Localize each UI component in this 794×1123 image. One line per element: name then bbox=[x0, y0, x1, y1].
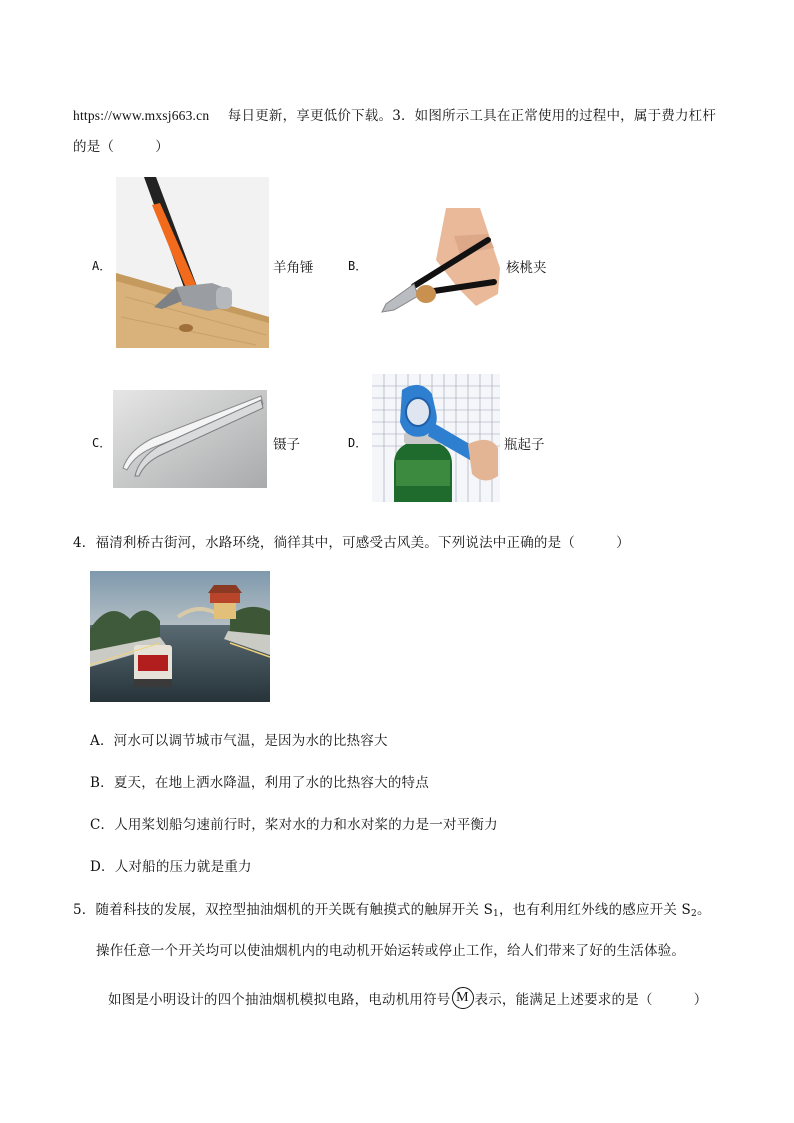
nutcracker-image bbox=[376, 208, 504, 320]
q3-option-b-letter: B． bbox=[348, 259, 368, 273]
q5-line1-part-a: 5．随着科技的发展，双控型抽油烟机的开关既有触摸式的触屏开关 S bbox=[73, 902, 494, 918]
q4-option-a: A．河水可以调节城市气温，是因为水的比热容大 bbox=[90, 733, 388, 749]
q3-option-b-text: 核桃夹 bbox=[506, 260, 547, 276]
q5-line3-part-a: 如图是小明设计的四个抽油烟机模拟电路，电动机用符号 bbox=[108, 992, 451, 1008]
claw-hammer-image bbox=[116, 177, 269, 348]
q5-line3-part-b: 表示，能满足上述要求的是（ ） bbox=[474, 992, 708, 1008]
q3-option-c-letter: C． bbox=[92, 436, 112, 450]
canal-photo-image bbox=[90, 571, 270, 702]
bottle-opener-image bbox=[372, 374, 500, 502]
q4-option-b: B．夏天，在地上洒水降温，利用了水的比热容大的特点 bbox=[90, 775, 429, 791]
q5-line1-part-c: 。 bbox=[696, 902, 711, 918]
q5-line3 bbox=[108, 987, 707, 1009]
q4-stem: 4．福清利桥古街河，水路环绕，徜徉其中，可感受古风美。下列说法中正确的是（ ） bbox=[73, 535, 630, 551]
q3-option-d-letter: D． bbox=[348, 436, 368, 450]
site-url: https://www.mxsj663.cn bbox=[73, 108, 210, 123]
header-notice: 每日更新，享更低价下载。 bbox=[227, 108, 393, 124]
q3-option-d-text: 瓶起子 bbox=[504, 437, 545, 453]
s2-subscript: 2 bbox=[691, 909, 697, 919]
q3-option-a-letter: A． bbox=[92, 259, 112, 273]
motor-symbol-icon: M bbox=[452, 987, 474, 1009]
q4-option-c: C．人用桨划船匀速前行时，桨对水的力和水对桨的力是一对平衡力 bbox=[90, 817, 498, 833]
q5-line2: 操作任意一个开关均可以使油烟机内的电动机开始运转或停止工作，给人们带来了好的生活体验。 bbox=[96, 943, 686, 959]
tweezers-image bbox=[113, 390, 267, 488]
q3-stem-line1: 3．如图所示工具在正常使用的过程中，属于费力杠杆 bbox=[392, 108, 717, 124]
s1-subscript: 1 bbox=[493, 909, 499, 919]
q3-option-c-text: 镊子 bbox=[273, 437, 300, 453]
q3-option-a-text: 羊角锤 bbox=[273, 260, 314, 276]
q4-option-d: D．人对船的压力就是重力 bbox=[90, 859, 252, 875]
q5-line1 bbox=[73, 898, 711, 919]
q3-stem-line2: 的是（ ） bbox=[73, 139, 169, 155]
header-line bbox=[73, 104, 716, 124]
q5-line1-part-b: ，也有利用红外线的感应开关 S bbox=[498, 902, 692, 918]
